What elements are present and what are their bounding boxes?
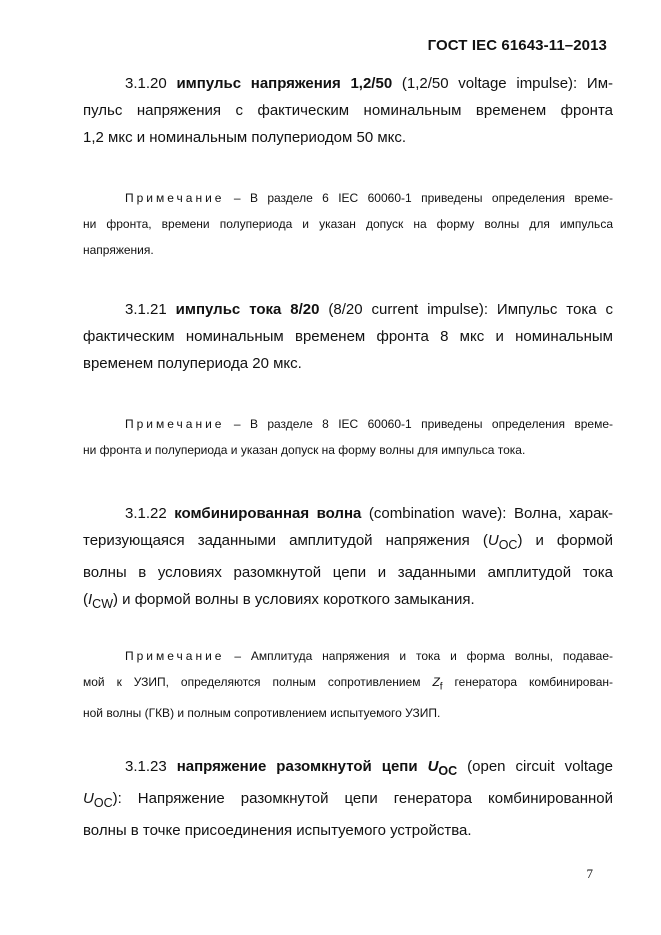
page-number: 7 bbox=[586, 866, 593, 881]
clause-number: 3.1.20 bbox=[125, 75, 167, 92]
text: теризующаяся заданными амплитудой напряжения ( bbox=[83, 532, 488, 549]
text: (1,2/50 voltage impulse): Им- bbox=[392, 75, 614, 92]
term: комбинированная волна bbox=[174, 505, 362, 522]
para-line bbox=[83, 296, 613, 323]
note-1 bbox=[83, 185, 613, 263]
text: (open circuit voltage bbox=[457, 758, 614, 775]
subscript: f bbox=[439, 681, 443, 693]
note-line: ни фронта и полупериода и указан допуск на форму волны для импульса тока. bbox=[83, 443, 526, 457]
note-line: ной волны (ГКВ) и полным сопротивлением испытуемого УЗИП. bbox=[83, 706, 441, 721]
clause-number: 3.1.21 bbox=[125, 301, 167, 318]
text: мой к УЗИП, определяются полным сопротивлением bbox=[83, 675, 433, 689]
symbol: Z bbox=[432, 675, 440, 689]
subscript: OC bbox=[438, 764, 458, 778]
text: ) и формой волны в условиях короткого замыкания. bbox=[113, 591, 475, 608]
note-line bbox=[83, 669, 613, 700]
symbol: I bbox=[88, 591, 93, 608]
para-line: 1,2 мкс и номинальным полупериодом 50 мкс. bbox=[83, 129, 407, 146]
note-line bbox=[83, 643, 613, 669]
symbol: U bbox=[487, 532, 499, 549]
text: – В разделе 8 IEC 60060-1 приведены определения време- bbox=[224, 417, 613, 431]
symbol: U bbox=[427, 758, 439, 775]
definition-3-1-23 bbox=[83, 753, 613, 844]
text: ( bbox=[83, 591, 88, 608]
text: (combination wave): Волна, харак- bbox=[361, 505, 613, 522]
para-line: фактическим номинальным временем фронта 8 мкс и номинальным bbox=[83, 328, 613, 345]
subscript: OC bbox=[93, 796, 113, 810]
note-2 bbox=[83, 411, 613, 463]
text: ) и формой bbox=[517, 532, 613, 549]
text: ): Напряжение разомкнутой цепи генератора комбинированной bbox=[112, 790, 613, 807]
term: импульс напряжения 1,2/50 bbox=[176, 75, 393, 92]
subscript: OC bbox=[498, 538, 518, 552]
para-line bbox=[83, 527, 613, 559]
para-line bbox=[83, 70, 613, 97]
document-code: ГОСТ IEC 61643-11–2013 bbox=[427, 37, 607, 54]
note-line bbox=[83, 185, 613, 211]
note-line: ни фронта, времени полупериода и указан допуск на форму волны для импульса bbox=[83, 217, 613, 231]
term: напряжение разомкнутой цепи bbox=[176, 758, 418, 775]
note-label: Примечание bbox=[125, 649, 225, 663]
subscript: CW bbox=[92, 597, 113, 611]
text: генератора комбинирован- bbox=[442, 675, 614, 689]
text: (8/20 current impulse): Импульс тока с bbox=[319, 301, 613, 318]
para-line: временем полупериода 20 мкс. bbox=[83, 355, 302, 372]
clause-number: 3.1.22 bbox=[125, 505, 167, 522]
definition-3-1-20 bbox=[83, 70, 613, 151]
text: – В разделе 6 IEC 60060-1 приведены определения време- bbox=[224, 191, 613, 205]
note-line: напряжения. bbox=[83, 243, 154, 257]
note-label: Примечание bbox=[125, 417, 225, 431]
para-line bbox=[83, 753, 613, 785]
text: – Амплитуда напряжения и тока и форма волны, подавае- bbox=[224, 649, 613, 663]
note-line bbox=[83, 411, 613, 437]
note-label: Примечание bbox=[125, 191, 225, 205]
para-line: волны в условиях разомкнутой цепи и заданными амплитудой тока bbox=[83, 564, 613, 581]
definition-3-1-22 bbox=[83, 500, 613, 618]
para-line: пульс напряжения с фактическим номинальным временем фронта bbox=[83, 102, 613, 119]
symbol: U bbox=[83, 790, 94, 807]
clause-number: 3.1.23 bbox=[125, 758, 167, 775]
definition-3-1-21 bbox=[83, 296, 613, 377]
para-line bbox=[83, 785, 613, 817]
para-line bbox=[83, 586, 613, 618]
term: импульс тока 8/20 bbox=[175, 301, 320, 318]
para-line bbox=[83, 500, 613, 527]
para-line: волны в точке присоединения испытуемого устройства. bbox=[83, 822, 472, 839]
note-3 bbox=[83, 643, 613, 726]
